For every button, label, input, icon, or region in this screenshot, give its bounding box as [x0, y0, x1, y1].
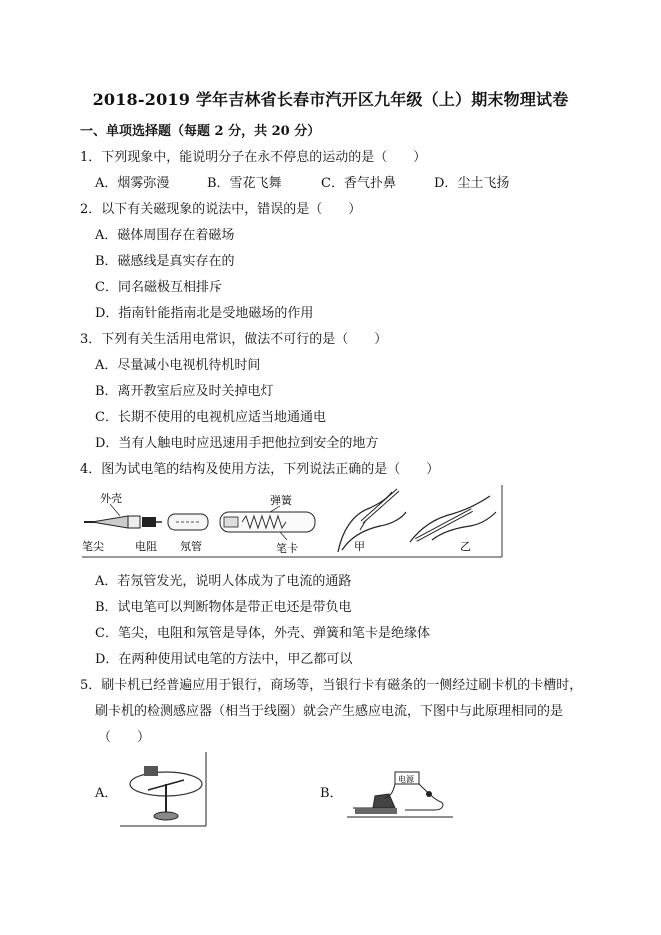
base-block: [355, 808, 397, 814]
stand-base: [154, 812, 178, 820]
neon-tube-part: [168, 514, 208, 530]
hand-figure-yi: [410, 496, 496, 542]
label-resistor: 电阻: [135, 540, 157, 553]
label-shell: 外壳: [100, 492, 122, 505]
question-5-stem-line3: （ ）: [98, 730, 151, 745]
question-1-option-b[interactable]: B．雪花飞舞: [207, 176, 282, 191]
question-1-option-a[interactable]: A．烟雾弥漫: [95, 176, 170, 191]
question-2-option-c[interactable]: C．同名磁极互相排斥: [95, 280, 222, 295]
label-jia: 甲: [354, 540, 365, 553]
section-heading: 一、单项选择题（每题 2 分，共 20 分）: [80, 124, 321, 139]
power-source-label: 电源: [398, 775, 414, 784]
question-1-option-d[interactable]: D．尘土飞扬: [434, 176, 510, 191]
label-yi: 乙: [460, 540, 471, 553]
question-4-stem: 4．图为试电笔的结构及使用方法，下列说法正确的是（ ）: [80, 462, 440, 477]
pen-tip-part: [84, 516, 140, 528]
page-title: 2018-2019 学年吉林省长春市汽开区九年级（上）期末物理试卷: [92, 90, 569, 109]
question-2-option-b[interactable]: B．磁感线是真实存在的: [95, 254, 235, 269]
question-1-stem: 1．下列现象中，能说明分子在永不停息的运动的是（ ）: [80, 150, 427, 165]
question-5-option-b-label[interactable]: B．: [320, 786, 343, 801]
question-5-stem-line2: 刷卡机的检测感应器（相当于线圈）就会产生感应电流，下图中与此原理相同的是: [95, 704, 564, 719]
question-2-option-d[interactable]: D．指南针能指南北是受地磁场的作用: [95, 306, 314, 321]
hand-figure-jia: [338, 490, 406, 552]
question-3-option-d[interactable]: D．当有人触电时应迅速用手把他拉到安全的地方: [95, 436, 379, 451]
question-5-option-a-label[interactable]: A．: [95, 786, 118, 801]
question-3-option-c[interactable]: C．长期不使用的电视机应适当地通通电: [95, 410, 326, 425]
resistor-part: [142, 517, 162, 527]
option-a-figure: [118, 748, 210, 828]
question-3-option-a[interactable]: A．尽量减小电视机待机时间: [95, 358, 261, 373]
question-4-option-a[interactable]: A．若氖管发光，说明人体成为了电流的通路: [95, 574, 352, 589]
label-clip: 笔卡: [276, 542, 298, 555]
question-3-option-b[interactable]: B．离开教室后应及时关掉电灯: [95, 384, 274, 399]
label-spring: 弹簧: [270, 494, 292, 507]
question-1-option-c[interactable]: C．香气扑鼻: [321, 176, 396, 191]
label-tip: 笔尖: [82, 540, 104, 553]
question-2-option-a[interactable]: A．磁体周围存在着磁场: [95, 228, 235, 243]
magnet-block: [144, 766, 158, 776]
question-4-option-b[interactable]: B．试电笔可以判断物体是带正电还是带负电: [95, 600, 352, 615]
switch-dot: [426, 791, 432, 797]
test-pen-figure: [80, 482, 505, 562]
question-3-stem: 3．下列有关生活用电常识，做法不可行的是（ ）: [80, 332, 388, 347]
question-4-option-c[interactable]: C．笔尖，电阻和氖管是导体，外壳、弹簧和笔卡是绝缘体: [95, 626, 430, 641]
question-2-stem: 2．以下有关磁现象的说法中，错误的是（ ）: [80, 202, 362, 217]
option-b-figure: [345, 770, 457, 820]
question-5-stem-line1: 5．刷卡机已经普遍应用于银行，商场等，当银行卡有磁条的一侧经过刷卡机的卡槽时，: [80, 678, 583, 693]
pen-handle-part: [220, 512, 315, 532]
label-neon: 氖管: [180, 540, 202, 553]
question-4-option-d[interactable]: D．在两种使用试电笔的方法中，甲乙都可以: [95, 652, 353, 667]
